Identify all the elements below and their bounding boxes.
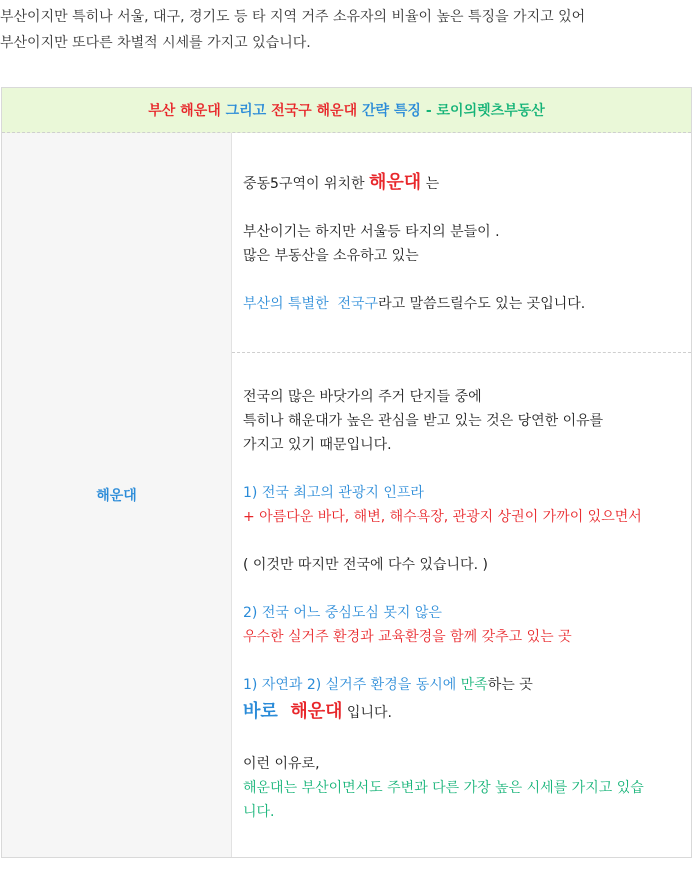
spacer (243, 196, 683, 220)
spacer (243, 268, 683, 292)
text-span: 라고 말씀드릴수도 있는 곳입니다. (378, 296, 586, 312)
header-part: 그리고 (220, 103, 272, 119)
text-span: 하는 곳 (487, 677, 533, 693)
spacer (243, 728, 683, 752)
row-content-cell (232, 133, 691, 857)
info-table (1, 87, 692, 858)
text-line: + 아름다운 바다, 해변, 해수욕장, 관광지 상권이 가까이 있으면서 (243, 509, 642, 525)
content-section-1 (243, 171, 683, 316)
text-line: 특히나 해운대가 높은 관심을 받고 있는 것은 당연한 이유를 (243, 413, 604, 429)
text-line: 가지고 있기 때문입니다. (243, 437, 392, 453)
highlight-text: 부산의 특별한 전국구 (243, 296, 379, 312)
table-header (2, 88, 691, 133)
text-line: 1) 전국 최고의 관광지 인프라 (243, 485, 424, 501)
highlight-text: 해운대 (369, 172, 422, 193)
intro-line: 부산이지만 또다른 차별적 시세를 가지고 있습니다. (0, 35, 311, 51)
row-label: 해운대 (96, 488, 137, 504)
header-part: 간략 특징 (357, 103, 421, 119)
content-section-2 (243, 385, 683, 824)
text-line: ( 이것만 따지만 전국에 다수 있습니다. ) (243, 557, 488, 573)
text-line (243, 171, 683, 196)
text-line (243, 292, 683, 316)
table-row (2, 133, 691, 857)
intro-line: 부산이지만 특히나 서울, 대구, 경기도 등 타 지역 거주 소유자의 비율이 높은 특징을 가지고 있어 (0, 9, 586, 25)
text-span: 입니다. (342, 705, 392, 721)
highlight-text: 해운대 (284, 701, 343, 722)
intro-text (0, 4, 690, 56)
text-span: 는 (421, 176, 440, 192)
row-label-cell (2, 133, 232, 857)
text-line (243, 673, 683, 697)
header-part: - 로이의렛츠부동산 (420, 103, 545, 119)
text-line: 이런 이유로, (243, 756, 320, 772)
highlight-text: 1) 자연과 2) 실거주 환경을 동시에 (243, 677, 457, 693)
text-line: 많은 부동산을 소유하고 있는 (243, 248, 419, 264)
text-line (243, 697, 683, 728)
header-part: 전국구 해운대 (271, 103, 358, 119)
highlight-text: 만족 (456, 677, 488, 693)
text-line: 전국의 많은 바닷가의 주거 단지들 중에 (243, 389, 482, 405)
text-line: 우수한 실거주 환경과 교육환경을 함께 갖추고 있는 곳 (243, 629, 572, 645)
spacer (243, 577, 683, 601)
text-span: 중동5구역이 위치한 (243, 176, 369, 192)
spacer (243, 649, 683, 673)
text-line: 해운대는 부산이면서도 주변과 다른 가장 높은 시세를 가지고 있습 (243, 780, 644, 796)
text-line: 니다. (243, 804, 275, 820)
highlight-text: 바로 (243, 701, 285, 722)
section-divider (232, 352, 691, 353)
spacer (243, 457, 683, 481)
spacer (243, 529, 683, 553)
text-line: 2) 전국 어느 중심도심 못지 않은 (243, 605, 442, 621)
header-part: 부산 해운대 (148, 103, 221, 119)
text-line: 부산이기는 하지만 서울등 타지의 분들이 . (243, 224, 500, 240)
